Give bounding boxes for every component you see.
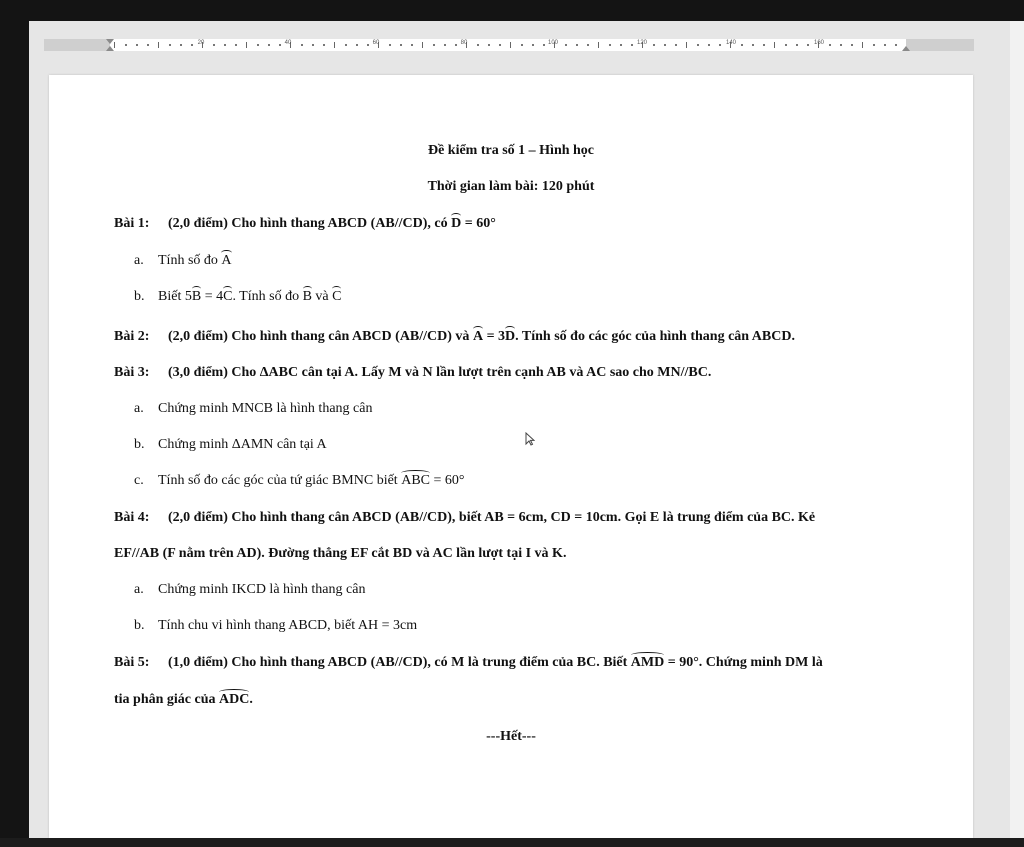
- ruler-tick: [708, 44, 710, 46]
- ruler-tick: [235, 44, 237, 46]
- ruler-tick: [147, 44, 149, 46]
- ruler-tick: [180, 44, 182, 46]
- sub-marker: a.: [134, 401, 144, 416]
- ruler-tick: [675, 44, 677, 46]
- angle-symbol: ABC: [401, 473, 430, 488]
- question-text: (2,0 điểm) Cho hình thang ABCD (AB//CD), có: [168, 216, 448, 231]
- ruler-tick: [598, 42, 599, 48]
- question-text: .: [249, 692, 253, 707]
- ruler-tick: [697, 44, 699, 46]
- ruler-tick: [796, 44, 798, 46]
- exam-time: Thời gian làm bài: 120 phút: [427, 179, 595, 194]
- question-number: Bài 1:: [114, 216, 150, 231]
- document-page[interactable]: [49, 75, 973, 838]
- ruler-tick: [884, 44, 886, 46]
- ruler-tick: [664, 44, 666, 46]
- ruler-tick: [477, 44, 479, 46]
- ruler-tick: [389, 44, 391, 46]
- sub-text: và: [311, 289, 333, 304]
- ruler-tick: [499, 44, 501, 46]
- ruler-tick: [785, 44, 787, 46]
- sub-text: = 4: [201, 289, 224, 304]
- sub-marker: a.: [134, 253, 144, 268]
- ruler-tick: [334, 42, 335, 48]
- question-1b: [134, 289, 341, 305]
- right-indent-marker[interactable]: [902, 46, 910, 51]
- question-number: Bài 5:: [114, 655, 150, 670]
- ruler-tick: [345, 44, 347, 46]
- ruler-tick: [246, 42, 247, 48]
- question-4-line-1: [114, 510, 815, 526]
- question-text: tia phân giác của: [114, 692, 216, 707]
- ruler-tick: [400, 44, 402, 46]
- ruler-tick: [741, 44, 743, 46]
- sub-text: = 60°: [430, 473, 465, 488]
- ruler-tick: [587, 44, 589, 46]
- ruler-tick: [444, 44, 446, 46]
- ruler-label: 100: [547, 40, 559, 46]
- sub-marker: c.: [134, 473, 144, 488]
- ruler-tick: [873, 44, 875, 46]
- sub-text: Chứng minh MNCB là hình thang cân: [158, 401, 373, 416]
- angle-symbol: A: [221, 253, 232, 268]
- ruler-tick: [565, 44, 567, 46]
- angle-symbol: C: [332, 289, 342, 304]
- sub-text: Tính số đo các góc của tứ giác BMNC biết: [158, 473, 398, 488]
- ruler-label: 20: [197, 40, 205, 46]
- question-text: = 90°. Chứng minh DM là: [664, 655, 823, 670]
- question-text: (1,0 điểm) Cho hình thang ABCD (AB//CD), có M là trung điểm của BC. Biết: [168, 655, 628, 670]
- question-3a: [134, 401, 372, 417]
- ruler-right-margin: [906, 39, 974, 51]
- ruler-tick: [807, 44, 809, 46]
- sub-text: . Tính số đo: [232, 289, 300, 304]
- ruler-tick: [631, 44, 633, 46]
- ruler-tick: [895, 44, 897, 46]
- ruler-tick: [114, 42, 115, 48]
- ruler-tick: [422, 42, 423, 48]
- ruler-tick: [169, 44, 171, 46]
- question-number: Bài 2:: [114, 329, 150, 344]
- question-4a: [134, 582, 365, 598]
- question-number: Bài 4:: [114, 510, 150, 525]
- window-left-edge: [0, 0, 29, 847]
- ruler-tick: [510, 42, 511, 48]
- window-bottom-bar: [0, 838, 1024, 847]
- angle-symbol: C: [223, 289, 233, 304]
- sub-marker: b.: [134, 437, 145, 452]
- ruler-tick: [620, 44, 622, 46]
- angle-symbol: AMD: [630, 655, 665, 670]
- ruler-tick: [433, 44, 435, 46]
- ruler-tick: [609, 44, 611, 46]
- ruler-tick: [488, 44, 490, 46]
- ruler-tick: [125, 44, 127, 46]
- ruler-tick: [136, 44, 138, 46]
- ruler-tick: [455, 44, 457, 46]
- ruler-tick: [686, 42, 687, 48]
- angle-symbol: B: [302, 289, 312, 304]
- ruler-tick: [851, 44, 853, 46]
- ruler-label: 140: [725, 40, 737, 46]
- ruler-tick: [521, 44, 523, 46]
- right-scroll-strip[interactable]: [1010, 21, 1024, 838]
- horizontal-ruler[interactable]: [44, 39, 974, 51]
- angle-symbol: A: [472, 329, 484, 344]
- ruler-tick: [356, 44, 358, 46]
- window-top-bar: [0, 0, 1024, 21]
- ruler-tick: [158, 42, 159, 48]
- ruler-tick: [268, 44, 270, 46]
- ruler-tick: [532, 44, 534, 46]
- ruler-tick: [312, 44, 314, 46]
- angle-symbol: D: [451, 216, 462, 231]
- question-3c: [134, 473, 465, 489]
- question-text: (2,0 điểm) Cho hình thang cân ABCD (AB//CD), biết AB = 6cm, CD = 10cm. Gọi E là trung điểm của BC. Kẻ: [168, 510, 816, 525]
- question-text: = 3: [483, 329, 506, 344]
- ruler-tick: [862, 42, 863, 48]
- ruler-tick: [752, 44, 754, 46]
- sub-text: Chứng minh IKCD là hình thang cân: [158, 582, 366, 597]
- ruler-tick: [301, 44, 303, 46]
- sub-marker: b.: [134, 289, 145, 304]
- ruler-label: 160: [813, 40, 825, 46]
- ruler-tick: [829, 44, 831, 46]
- question-text: (3,0 điểm) Cho ΔABC cân tại A. Lấy M và N lần lượt trên cạnh AB và AC sao cho MN//BC.: [168, 365, 712, 380]
- sub-text: Biết 5: [158, 289, 192, 304]
- left-indent-marker[interactable]: [106, 46, 114, 51]
- angle-symbol: D: [505, 329, 516, 344]
- ruler-tick: [257, 44, 259, 46]
- question-text: . Tính số đo các góc của hình thang cân ABCD.: [515, 329, 795, 344]
- sub-marker: b.: [134, 618, 145, 633]
- ruler-label: 60: [372, 40, 380, 46]
- question-3b: [134, 437, 327, 453]
- ruler-tick: [774, 42, 775, 48]
- ruler-left-margin: [44, 39, 110, 51]
- sub-text: Tính chu vi hình thang ABCD, biết AH = 3cm: [158, 618, 418, 633]
- ruler-tick: [543, 44, 545, 46]
- ruler-tick: [323, 44, 325, 46]
- question-3: [114, 365, 711, 381]
- question-5-line-2: [114, 692, 253, 708]
- ruler-label: 40: [284, 40, 292, 46]
- ruler-tick: [213, 44, 215, 46]
- ruler-tick: [411, 44, 413, 46]
- ruler-tick: [224, 44, 226, 46]
- question-2: [114, 329, 795, 345]
- ruler-tick: [763, 44, 765, 46]
- ruler-tick: [576, 44, 578, 46]
- document-title: Đề kiểm tra số 1 – Hình học: [427, 143, 595, 158]
- question-text: = 60°: [461, 216, 496, 231]
- end-marker: ---Hết---: [486, 729, 536, 744]
- angle-symbol: ADC: [219, 692, 250, 707]
- ruler-tick: [840, 44, 842, 46]
- sub-text: Tính số đo: [158, 253, 218, 268]
- ruler-label: 80: [460, 40, 468, 46]
- ruler-tick: [279, 44, 281, 46]
- ruler-tick: [367, 44, 369, 46]
- sub-text: Chứng minh ΔAMN cân tại A: [158, 437, 327, 452]
- mouse-pointer-icon: [525, 432, 535, 446]
- sub-marker: a.: [134, 582, 144, 597]
- question-4-line-2: EF//AB (F nằm trên AD). Đường thẳng EF cắt BD và AC lần lượt tại I và K.: [114, 546, 567, 561]
- ruler-label: 120: [636, 40, 648, 46]
- first-line-indent-marker[interactable]: [106, 39, 114, 44]
- question-number: Bài 3:: [114, 365, 150, 380]
- ruler-tick: [653, 44, 655, 46]
- ruler-tick: [191, 44, 193, 46]
- question-text: (2,0 điểm) Cho hình thang cân ABCD (AB//CD) và: [168, 329, 470, 344]
- angle-symbol: B: [191, 289, 202, 304]
- question-1a: [134, 253, 232, 269]
- question-1: [114, 216, 496, 232]
- ruler-tick: [719, 44, 721, 46]
- question-4b: [134, 618, 417, 634]
- question-5-line-1: [114, 655, 823, 671]
